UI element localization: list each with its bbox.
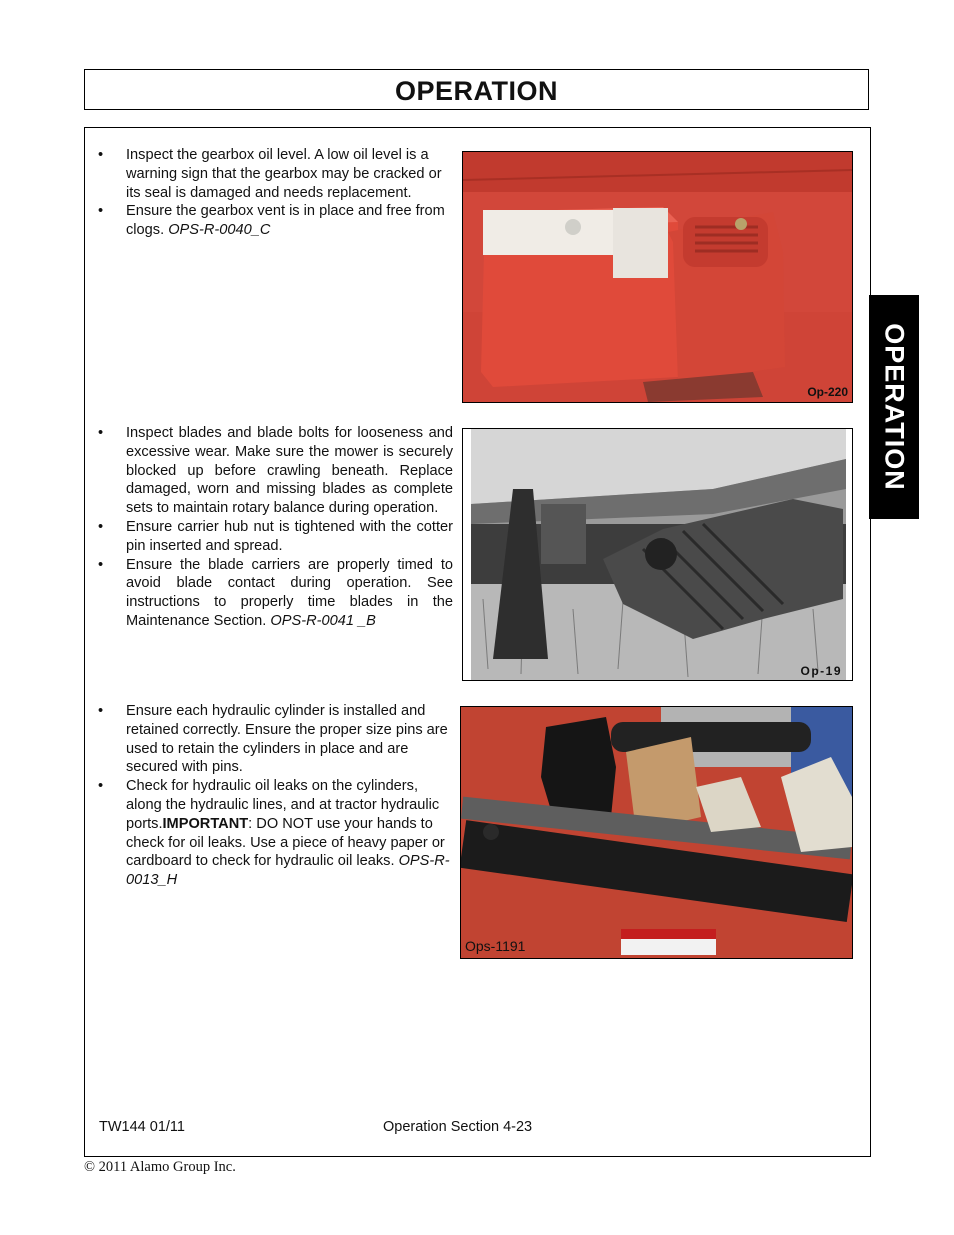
list-item xyxy=(98,518,453,556)
reference-code: OPS-R-0040_C xyxy=(168,222,271,239)
hydraulic-cylinder-illustration xyxy=(461,707,852,958)
figure-label: Ops-1191 xyxy=(465,938,526,954)
gearbox-photo xyxy=(462,151,853,403)
footer-doc-id: TW144 01/11 xyxy=(99,1119,185,1135)
copyright-notice: © 2011 Alamo Group Inc. xyxy=(84,1159,236,1175)
bullet-text: Check for hydraulic oil leaks on the cylinders, along the hydraulic lines, and at tractor hydraulic ports. xyxy=(126,778,440,832)
reference-code: OPS-R-0041 _B xyxy=(270,612,376,629)
bullet-text: Inspect the gearbox oil level. A low oil level is a warning sign that the gearbox may be cracked or its seal is damaged and needs replacement. xyxy=(126,147,442,201)
list-item xyxy=(98,424,453,518)
bullet-text: Ensure carrier hub nut is tightened with the cotter pin inserted and spread. xyxy=(126,518,453,554)
list-item xyxy=(98,777,453,890)
page-title: OPERATION xyxy=(394,76,558,106)
important-label: IMPORTANT xyxy=(162,815,249,832)
bullet-text: : DO NOT use your hands to check for oil leaks. Use a piece of heavy paper or cardboard to check for hydraulic oil leaks. xyxy=(126,815,445,870)
bullet-text: Ensure each hydraulic cylinder is installed and retained correctly. Ensure the proper size pins are used to retain the cylinders in place and are secured with pins. xyxy=(126,703,448,776)
gearbox-illustration xyxy=(463,152,852,402)
footer-page-number: Operation Section 4-23 xyxy=(383,1119,533,1135)
header-box xyxy=(84,69,869,110)
bullet-text: Inspect blades and blade bolts for looseness and excessive wear. Make sure the mower is securely blocked up before crawling beneath. Replace damaged, worn and missing blades as complete sets to maintain rotary balance during operation. xyxy=(126,425,453,517)
list-item xyxy=(98,202,452,240)
side-tab-label: OPERATION xyxy=(879,323,910,491)
mower-underside-illustration xyxy=(463,429,852,680)
blade-bullet-list xyxy=(98,424,453,631)
blade-inspection-photo xyxy=(462,428,853,681)
reference-code: OPS-R-0013_H xyxy=(126,853,450,889)
hydraulic-bullet-list xyxy=(98,702,453,890)
section-side-tab xyxy=(869,295,919,519)
hydraulic-cylinder-photo xyxy=(460,706,853,959)
list-item xyxy=(98,702,453,777)
figure-label: Op-19 xyxy=(800,664,842,678)
bullet-text: Ensure the blade carriers are properly timed to avoid blade contact during operation. See instructions to properly time blades in the Maintenance Section. xyxy=(126,556,453,629)
list-item xyxy=(98,556,453,631)
list-item xyxy=(98,146,452,202)
figure-label: Op-220 xyxy=(807,385,848,399)
gearbox-bullet-list xyxy=(98,146,452,240)
bullet-text: Ensure the gearbox vent is in place and free from clogs. xyxy=(126,203,445,239)
